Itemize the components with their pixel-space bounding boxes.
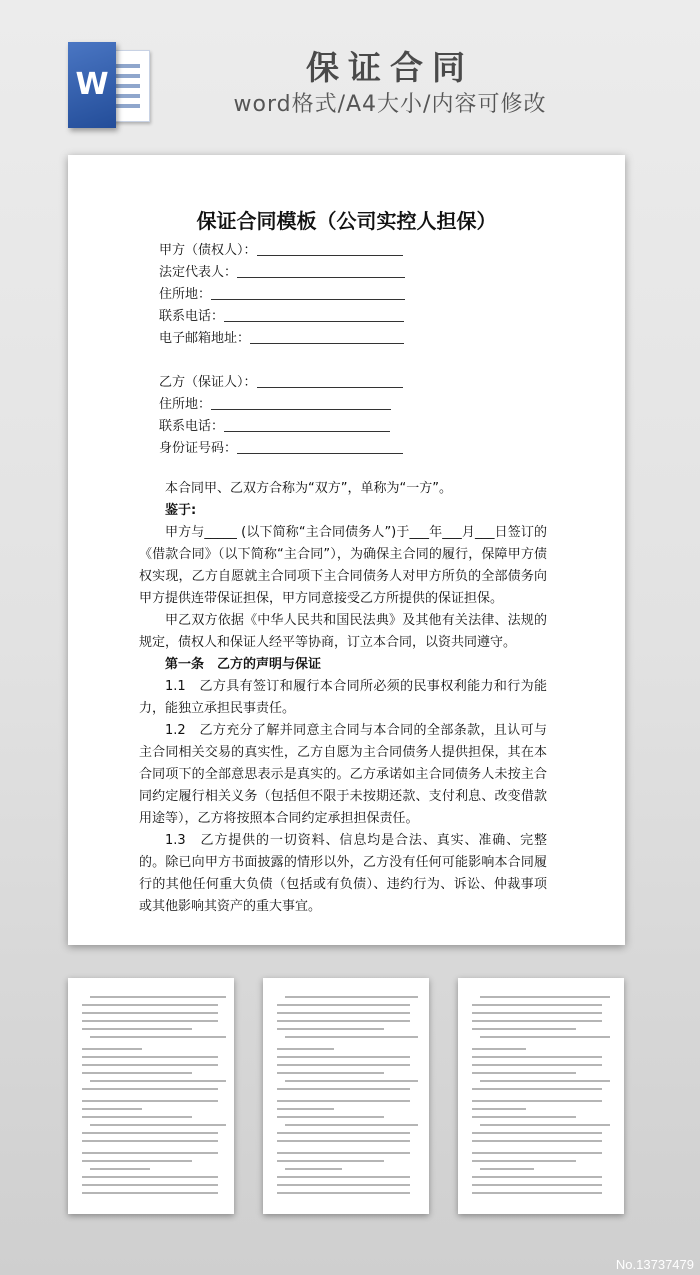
thumbnail-text-line [82,1140,218,1142]
thumbnail-text-line [82,1108,142,1110]
word-letter: W [68,42,116,128]
thumbnail-text-line [472,1072,576,1074]
thumbnail-text-line [277,1108,334,1110]
clause-1-2: 1.2 乙方充分了解并同意主合同与本合同的全部条款，且认可与主合同相关交易的真实性，乙方自愿为主合同债务人提供担保，其在本合同项下的全部意思表示是真实的。乙方承诺如主合同债务人未按主合同约定履行相关义务（包括但不限于未按期还款、支付利息、改变借款用途等），乙方将按照本合同约定承担担保责任。 [139,723,547,826]
thumbnail-text-line [277,1184,410,1186]
party-a-legal-rep-field: 法定代表人： [159,261,405,280]
thumbnail-text-line [285,1168,342,1170]
thumbnail-text-line [472,1184,602,1186]
thumbnail-text-line [277,1152,410,1154]
party-a-address-field: 住所地： [159,283,405,302]
watermark-id: No.13737479 [615,1257,694,1272]
thumbnail-text-line [277,1004,410,1006]
thumbnail-text-line [472,1140,602,1142]
thumbnail-text-line [472,1088,602,1090]
thumbnail-text-line [82,1100,218,1102]
thumbnail-text-line [472,1004,602,1006]
party-b-phone-field: 联系电话： [159,415,390,434]
article-1-title: 第一条 乙方的声明与保证 [165,657,322,672]
thumbnail-text-line [472,1152,602,1154]
whereas-label: 鉴于: [165,503,197,518]
thumbnail-text-line [82,1012,218,1014]
product-subtitle: word格式/A4大小/内容可修改 [233,92,547,117]
document-title: 保证合同模板（公司实控人担保） [196,209,497,233]
thumbnail-text-line [480,1036,610,1038]
thumbnail-text-line [472,1056,602,1058]
thumbnail-text-line [82,1184,218,1186]
intro-paragraph: 本合同甲、乙双方合称为“双方”，单称为“一方”。 [165,481,452,496]
thumbnail-text-line [285,1036,418,1038]
party-b-guarantor-field: 乙方（保证人）： [159,371,403,390]
thumbnail-text-line [82,1176,218,1178]
thumbnail-text-line [472,1132,602,1134]
party-a-phone-field: 联系电话： [159,305,404,324]
thumbnail-text-line [82,1072,192,1074]
thumbnail-text-line [472,1020,602,1022]
thumbnail-text-line [472,1116,576,1118]
thumbnail-text-line [472,1064,602,1066]
thumbnail-text-line [472,1176,602,1178]
whereas-paragraph-2: 甲乙双方依据《中华人民共和国民法典》及其他有关法律、法规的规定，债权人和保证人经平等协商，订立本合同，以资共同遵守。 [139,613,547,650]
page-thumbnail-3 [263,978,429,1214]
thumbnail-text-line [277,1088,410,1090]
thumbnail-text-line [82,1048,142,1050]
thumbnail-text-line [472,1028,576,1030]
thumbnail-text-line [285,1124,418,1126]
party-b-id-field: 身份证号码： [159,437,403,456]
clause-1-1: 1.1 乙方具有签订和履行本合同所必须的民事权利能力和行为能力，能独立承担民事责任。 [139,679,547,716]
party-a-email-field: 电子邮箱地址： [159,327,404,346]
document-body [139,478,547,918]
product-title: 保证合同 [306,48,474,87]
thumbnail-text-line [82,1020,218,1022]
thumbnail-text-line [82,1028,192,1030]
thumbnail-text-line [277,1116,384,1118]
thumbnail-text-line [82,1064,218,1066]
thumbnail-text-line [285,996,418,998]
thumbnail-text-line [90,996,226,998]
thumbnail-text-line [277,1072,384,1074]
thumbnail-text-line [82,1192,218,1194]
thumbnail-text-line [82,1160,192,1162]
thumbnail-text-line [472,1048,526,1050]
thumbnail-text-line [82,1056,218,1058]
thumbnail-text-line [277,1028,384,1030]
thumbnail-text-line [472,1012,602,1014]
thumbnail-text-line [480,996,610,998]
party-b-address-field: 住所地： [159,393,391,412]
clause-1-3: 1.3 乙方提供的一切资料、信息均是合法、真实、准确、完整的。除已向甲方书面披露的情形以外，乙方没有任何可能影响本合同履行的其他任何重大负债（包括或有负债）、违约行为、诉讼、仲裁事项或其他影响其资产的重大事宜。 [139,833,547,914]
thumbnail-text-line [82,1004,218,1006]
thumbnail-text-line [285,1080,418,1082]
thumbnail-text-line [277,1132,410,1134]
thumbnail-text-line [82,1116,192,1118]
thumbnail-text-line [472,1108,526,1110]
thumbnail-text-line [480,1168,534,1170]
thumbnail-text-line [277,1176,410,1178]
thumbnail-text-line [277,1048,334,1050]
page-thumbnail-4 [458,978,624,1214]
thumbnail-text-line [480,1080,610,1082]
thumbnail-text-line [90,1168,150,1170]
thumbnail-text-line [472,1160,576,1162]
thumbnail-text-line [277,1064,410,1066]
thumbnail-text-line [277,1140,410,1142]
thumbnail-text-line [90,1080,226,1082]
thumbnail-text-line [277,1056,410,1058]
thumbnail-text-line [90,1124,226,1126]
word-file-icon [68,42,150,128]
party-a-creditor-field: 甲方（债权人）： [159,239,403,258]
thumbnail-text-line [472,1100,602,1102]
page-thumbnail-2 [68,978,234,1214]
whereas-paragraph-1: 甲方与_____ (以下简称“主合同债务人”)于___年___月___日签订的《借款合同》（以下简称“主合同”），为确保主合同的履行，保障甲方债权实现，乙方自愿就主合同项下主合同债务人对甲方所负的全部债务向甲方提供连带保证担保，甲方同意接受乙方所提供的保证担保。 [139,525,547,606]
thumbnail-text-line [82,1088,218,1090]
thumbnail-text-line [480,1124,610,1126]
thumbnail-text-line [277,1012,410,1014]
thumbnail-text-line [277,1020,410,1022]
thumbnail-text-line [277,1160,384,1162]
document-page [68,155,625,945]
thumbnail-text-line [90,1036,226,1038]
thumbnail-text-line [472,1192,602,1194]
thumbnail-text-line [277,1100,410,1102]
thumbnail-text-line [82,1152,218,1154]
thumbnail-text-line [277,1192,410,1194]
thumbnail-text-line [82,1132,218,1134]
